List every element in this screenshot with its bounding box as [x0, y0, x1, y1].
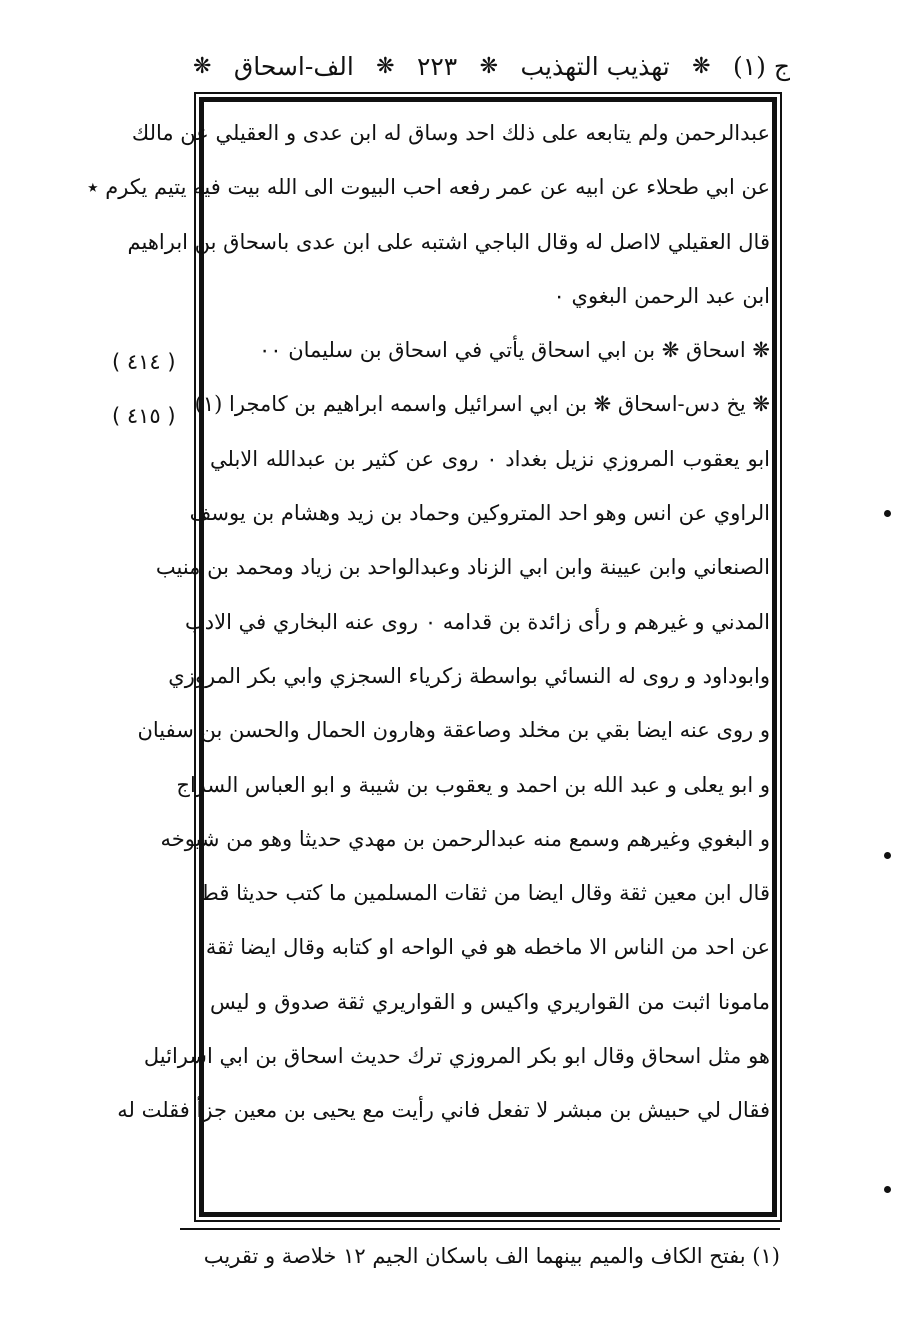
text-line: عن ابي طحلاء عن ابيه عن عمر رفعه احب البيوت الى الله بيت فيه يتيم يكرم ٭ — [87, 175, 770, 200]
margin-dot-icon — [884, 1186, 891, 1193]
text-line: الراوي عن انس وهو احد المتروكين وحماد بن زيد وهشام بن يوسف — [189, 501, 770, 526]
text-line: و البغوي وغيرهم وسمع منه عبدالرحمن بن مهدي حديثا وهو من شيوخه — [160, 826, 770, 851]
text-line: و ابو يعلى و عبد الله بن احمد و يعقوب بن شيبة و ابو العباس السراج — [176, 772, 770, 797]
margin-dot-icon — [884, 852, 891, 859]
text-line: قال ابن معين ثقة وقال ايضا من ثقات المسلمين ما كتب حديثا قط — [199, 881, 770, 906]
header-book-title: تهذيب التهذيب — [520, 51, 670, 81]
text-line: هو مثل اسحاق وقال ابو بكر المروزي ترك حديث اسحاق بن ابي اسرائيل — [143, 1044, 770, 1069]
footnote-divider — [180, 1228, 780, 1230]
entry-number-414: ( ٤١٤ ) — [112, 350, 176, 374]
text-line: قال العقيلي لااصل له وقال الباجي اشتبه على ابن عدى باسحاق بن ابراهيم — [127, 229, 770, 254]
ornament-icon: ❋ — [479, 53, 499, 79]
text-line: عن احد من الناس الا ماخطه هو في الواحه او كتابه وقال ايضا ثقة — [205, 935, 770, 960]
text-line: المدني و غيرهم و رأى زائدة بن قدامه ٠ روى عنه البخاري في الادب — [185, 609, 770, 634]
text-line: فقال لي حبيش بن مبشر لا تفعل فاني رأيت مع يحيى بن معين جزأ فقلت له — [117, 1098, 770, 1123]
ornament-icon: ❋ — [193, 53, 212, 79]
text-line: مامونا اثبت من القواريري واكيس و القواريري ثقة صدوق و ليس — [210, 989, 770, 1014]
text-line: ابو يعقوب المروزي نزيل بغداد ٠ روى عن كثير بن عبدالله الابلي — [210, 446, 770, 471]
text-line: عبدالرحمن ولم يتابعه على ذلك احد وساق له ابن عدى و العقيلي عن مالك — [131, 121, 770, 145]
entry-heading-415: ❋ يخ دس-اسحاق ❋ بن ابي اسرائيل واسمه ابراهيم بن كامجرا (١) — [194, 392, 770, 417]
header-page-number: ٢٢٣ — [416, 51, 458, 81]
text-line: ابن عبد الرحمن البغوي ٠ — [553, 283, 770, 308]
page-header — [190, 44, 790, 88]
entry-heading-414: ❋ اسحاق ❋ بن ابي اسحاق يأتي في اسحاق بن سليمان ٠٠ — [258, 338, 770, 363]
text-line: وابوداود و روى له النسائي بواسطة زكرياء السجزي وابي بكر المروزي — [168, 663, 770, 688]
header-section: الف-اسحاق — [233, 51, 354, 81]
ornament-icon: ❋ — [692, 53, 711, 79]
header-volume: ج (١) — [732, 51, 790, 81]
text-line: الصنعاني وابن عيينة وابن ابي الزناد وعبدالواحد بن زياد ومحمد بن منيب — [155, 555, 770, 580]
ornament-icon: ❋ — [376, 53, 395, 79]
footnote: (١) بفتح الكاف والميم بينهما الف باسكان الجيم ١٢ خلاصة و تقريب — [203, 1244, 780, 1268]
margin-dot-icon — [884, 510, 891, 517]
text-line: و روى عنه ايضا بقي بن مخلد وصاعقة وهارون الحمال والحسن بن سفيان — [137, 718, 770, 743]
entry-number-415: ( ٤١٥ ) — [112, 404, 176, 428]
